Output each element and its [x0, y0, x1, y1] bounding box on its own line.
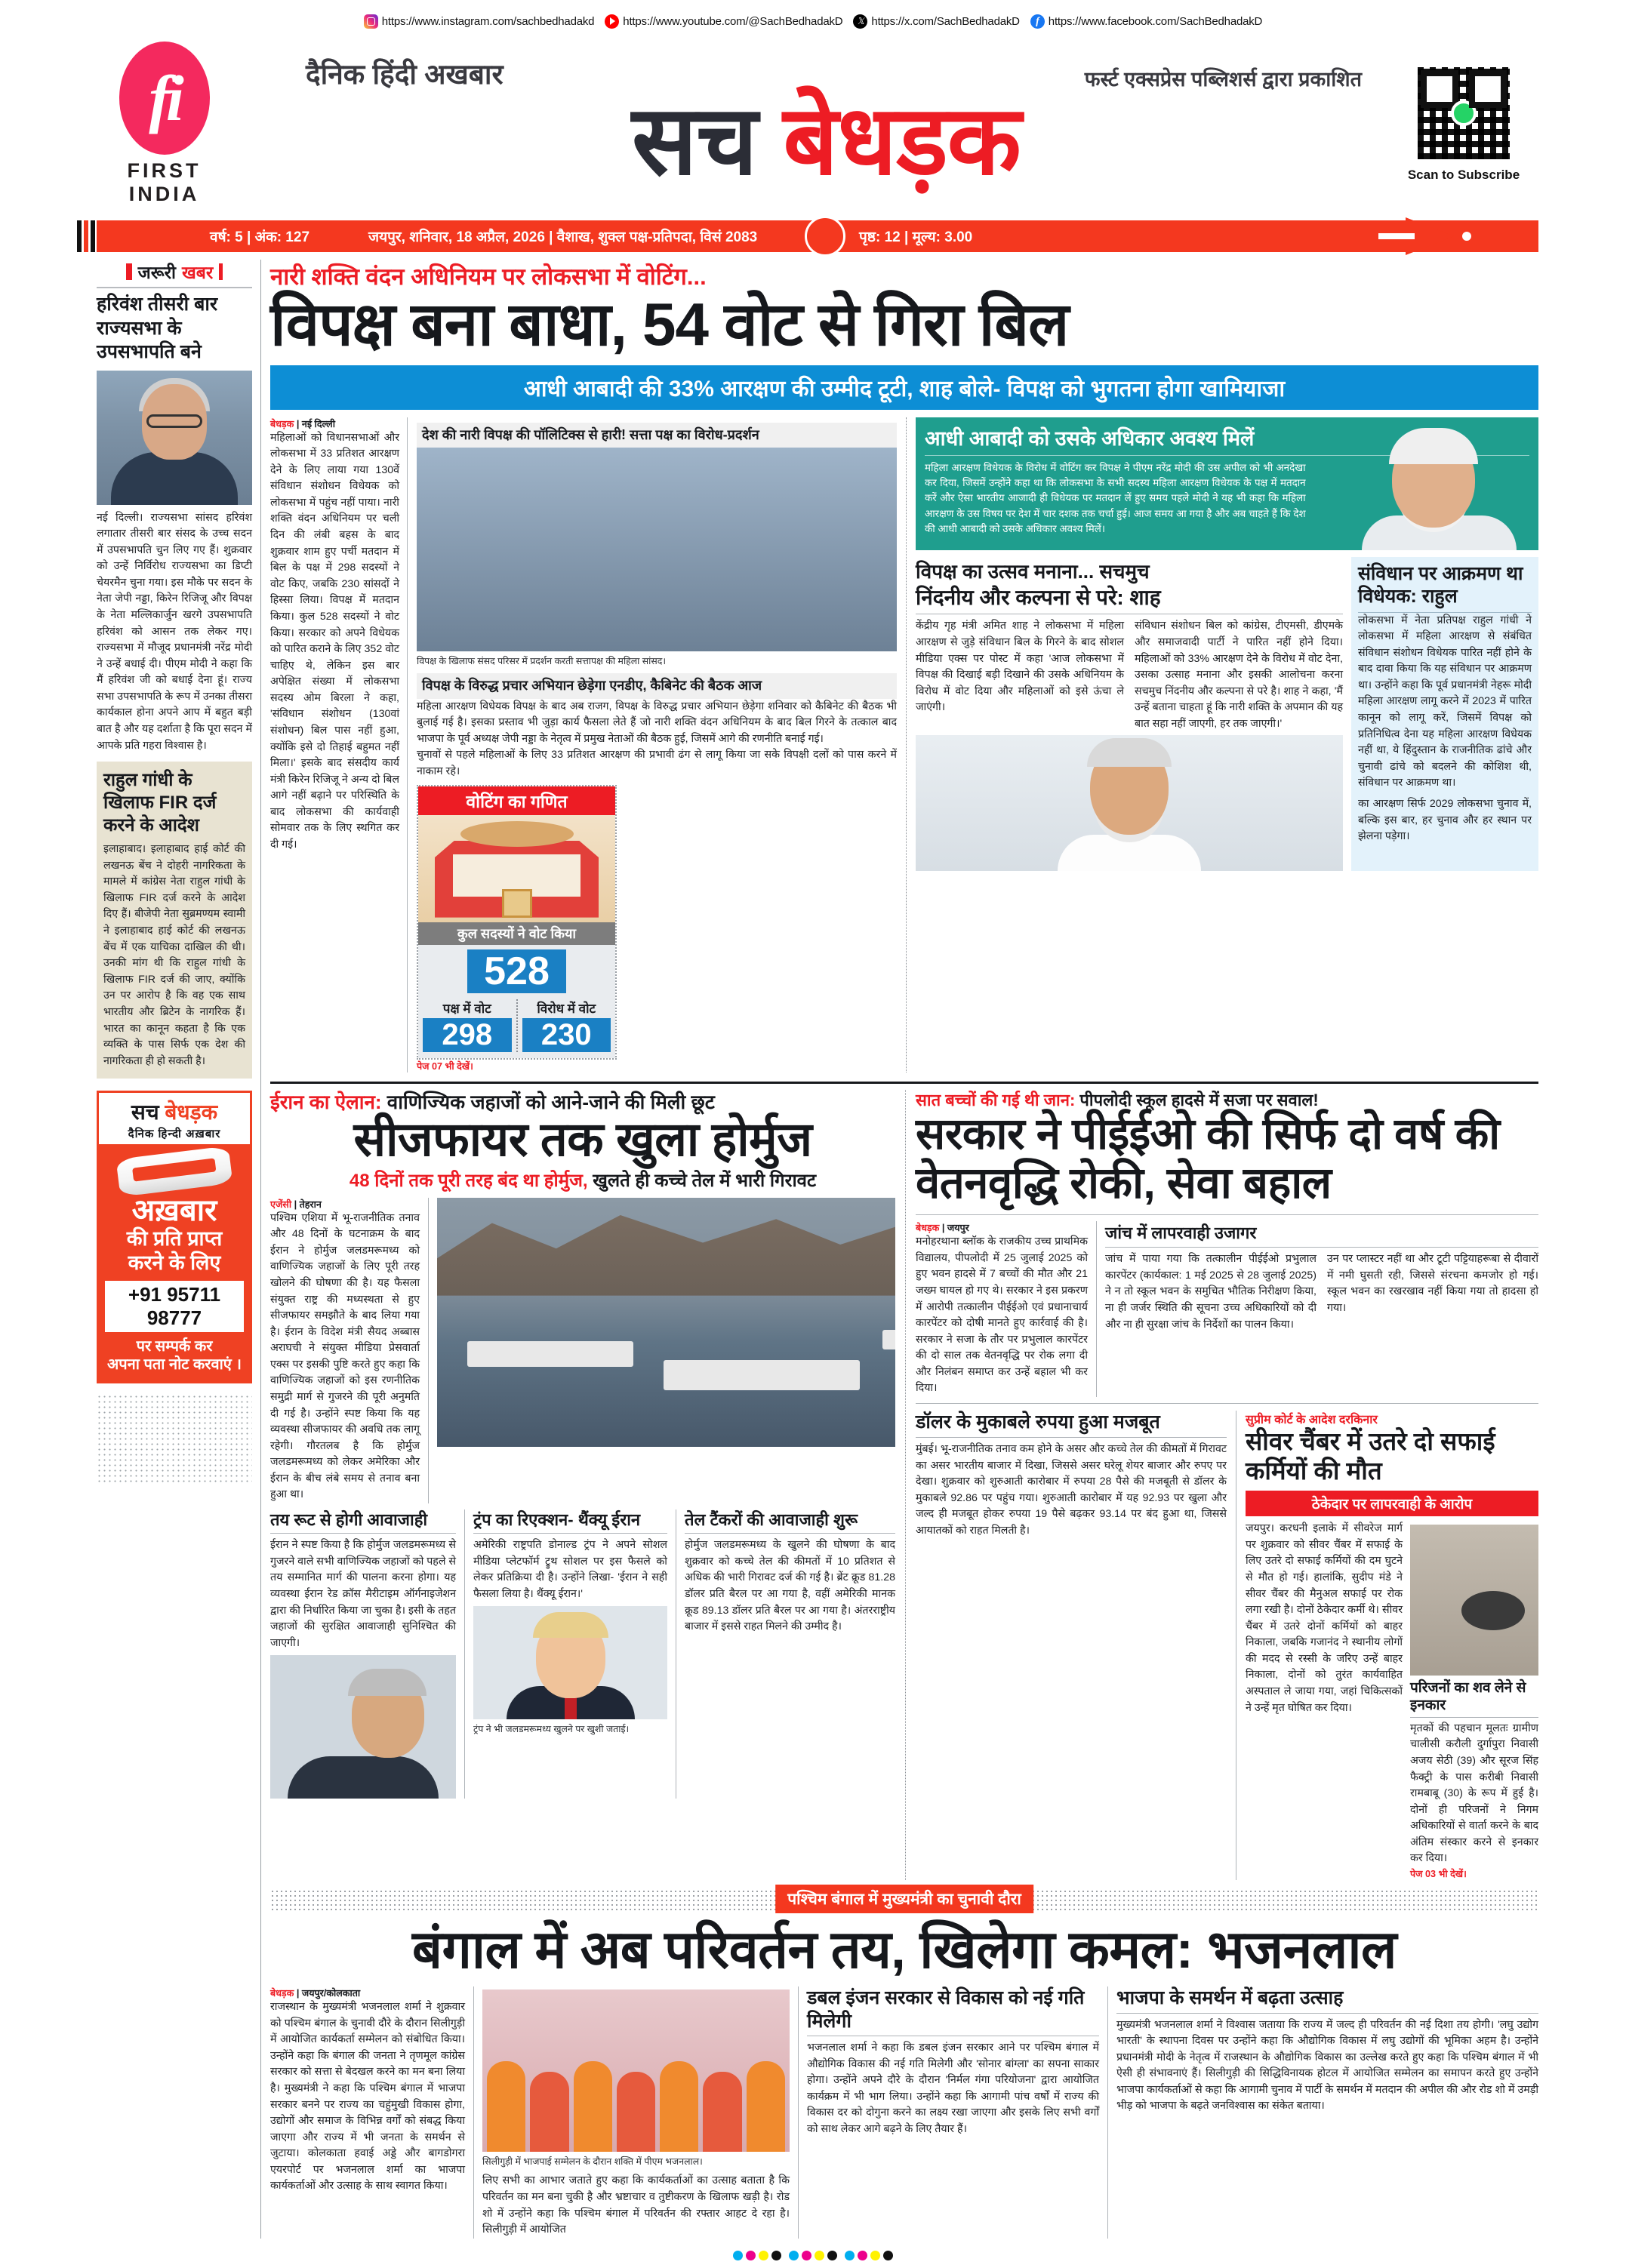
social-link-youtube[interactable] — [605, 14, 842, 29]
hormuz-card1-body: ईरान ने स्पष्ट किया है कि होर्मुज जलडमरूमध्य से गुजरने वाले सभी वाणिज्यिक जहाजों को पहले से तय सम्मानित मार्ग की पालना करना होगा। यह व्यवस्था ईरान रेड क्रॉस मैरीटाइम ऑर्गनाइजेशन द्वारा की निर्धारित किया जा चुका है। इसी के तहत जहाजों की सुरक्षित आवाजाही सुनिश्चित की जाएगी। — [270, 1539, 456, 1649]
title-part-sach: सच — [632, 87, 784, 195]
ad-brand-black: सच — [131, 1100, 165, 1125]
title-part-bedhadak: बेधड़क — [783, 87, 1021, 195]
sidebar-dot-filler — [97, 1394, 252, 1485]
shah-kicker: विपक्ष का उत्सव मनाना... सचमुच — [916, 559, 1150, 583]
modi-hair — [1389, 428, 1478, 464]
ad-brand-red: बेधड़क — [165, 1100, 218, 1125]
tag-bar-icon-2 — [219, 263, 223, 280]
magenta-dot-icon — [746, 2251, 756, 2260]
modi-box-headline[interactable]: आधी आबादी को उसके अधिकार अवश्य मिलें — [925, 423, 1529, 456]
nda-subhead[interactable]: विपक्ष के विरुद्ध प्रचार अभियान छेड़ेगा एनडीए, कैबिनेट की बैठक आज — [417, 673, 897, 698]
bengal-tag: पश्चिम बंगाल में मुख्यमंत्री का चुनावी दौरा — [775, 1885, 1033, 1913]
peeo-sub-body-2: उन पर प्लास्टर नहीं था और टूटी पट्टियाहरूबा से दीवारों में नमी घुसती रही, जिससे संरचना कमजोर हो गई। स्कूल भवन का रखरखाव नहीं किया गया तो हादसा हो गया। — [1327, 1253, 1538, 1314]
lead-kicker: नारी शक्ति वंदन अधिनियम पर लोकसभा में वोटिंग... — [270, 263, 707, 290]
date-bar-wrapper — [0, 217, 1626, 260]
fi-monogram: fi — [149, 62, 180, 134]
hormuz-card-tankers — [676, 1509, 895, 1799]
hormuz-photo-col — [429, 1198, 895, 1503]
sewer-band: ठेकेदार पर लापरवाही के आरोप — [1246, 1491, 1538, 1516]
bengal-body: राजस्थान के मुख्यमंत्री भजनलाल शर्मा ने शुक्रवार को पश्चिम बंगाल के चुनावी दौरे के दौरान सिलीगुड़ी में आयोजित कार्यकर्ता सम्मेलन को संबोधित किया। उन्होंने कहा कि बंगाल की जनता ने तृणमूल कांग्रेस सरकार को सत्ता से बेदखल करने का मन बना लिया है। मुख्यमंत्री ने कहा कि पश्चिम बंगाल में भाजपा सरकार बनने पर राज्य का चहुंमुखी विकास होगा, उद्योगों और समाज के विभिन्न वर्गों को संबद्ध किया जाएगा और राज्य में भी जनता के समर्थन से जुटाया। कोलकाता हवाई अड्डे और बागडोगरा एयरपोर्ट पर भजनलाल शर्मा का भाजपा कार्यकर्ताओं और उत्साह के साथ स्वागत किया। — [270, 2001, 465, 2193]
iran-body — [288, 1756, 439, 1799]
votes-divider — [516, 999, 518, 1052]
masthead-title-block — [230, 54, 1392, 193]
sewer-body: जयपुर। करधनी इलाके में सीवरेज मार्ग पर शुक्रवार को सीवर चैंबर में सफाई के लिए उतरे दो सफाई कर्मियों की दम घुटने से मौत हो गई। हालांकि, सुदीप मंडे ने सीवर चैंबर की मैनुअल सफाई पर रोक लगा रखी है। दोनों ठेकेदार कर्मी थे। सीवर चैंबर में उतरे दोनों कर्मियों को बाहर निकाला, जबकि गजानंद ने स्थानीय लोगों की मदद से रस्सी के जरिए उन्हें बाहर निकाला, दोनों को तुरंत कार्यवाहित अस्पताल ले जाया गया, जहां चिकित्सकों ने उन्हें मृत घोषित कर दिया। — [1246, 1522, 1403, 1714]
fir-story-box — [97, 762, 252, 1079]
voting-math-graphic — [417, 785, 617, 1060]
manhole-shape — [1461, 1591, 1525, 1630]
peeo-kicker-rest: पीपलोदी स्कूल हादसे में सजा पर सवाल! — [1075, 1090, 1319, 1109]
peeo-headline[interactable]: सरकार ने पीईईओ की सिर्फ दो वर्ष की वेतनवृद्धि रोकी, सेवा बहाल — [916, 1109, 1500, 1208]
instagram-icon — [364, 14, 378, 29]
sewer-story — [1236, 1411, 1538, 1880]
harivansh-portrait-photo — [97, 371, 252, 505]
bengal-photo-col — [474, 1986, 799, 2239]
peeo-sub-body: जांच में पाया गया कि तत्कालीन पीईईओ प्रभुलाल कारपेंटर (कार्यकाल: 1 मई 2025 से 28 जुलाई 2025) ने न तो स्कूल भवन के समुचित भौतिक निरीक्षण किया, ना ही जर्जर स्थिति की सूचना उच्च अधिकारियों को दी और ना ही सुरक्षा जांच के निर्देशों का पालन किया। — [1105, 1253, 1317, 1331]
pen-nib-dot-icon — [1460, 229, 1474, 243]
trump-photo — [473, 1606, 667, 1719]
ship-shape-2 — [664, 1360, 860, 1390]
lead-text-column — [270, 417, 408, 1072]
shah-body-columns — [916, 618, 1343, 732]
bengal-rally-photo — [482, 1990, 790, 2152]
logo-line-india: INDIA — [128, 183, 200, 205]
bengal-byline-city: | जयपुर/कोलकाता — [296, 1988, 361, 1999]
lead-three-column-row — [270, 417, 1538, 1072]
ad-line-3: करने के लिए — [128, 1251, 221, 1275]
peeo-byline — [916, 1221, 1088, 1234]
tag-label-black: जरूरी — [137, 263, 176, 282]
hormuz-story — [270, 1090, 906, 1880]
parliament-building-illustration — [418, 815, 615, 922]
section-divider-1 — [270, 1082, 1538, 1084]
volume-issue: वर्ष: 5 | अंक: 127 — [210, 229, 310, 245]
hormuz-headline[interactable]: सीजफायर तक खुला होर्मुज — [353, 1113, 812, 1167]
bengal-columns — [270, 1986, 1538, 2239]
parliament-entrance — [502, 889, 532, 918]
dollar-headline[interactable]: डॉलर के मुकाबले रुपया हुआ मजबूत — [916, 1411, 1227, 1438]
hormuz-sub-red: 48 दिनों तक पूरी तरह बंद था होर्मुज, — [349, 1170, 588, 1191]
peeo-divider-2 — [916, 1403, 1538, 1404]
black-dot-icon — [771, 2251, 781, 2260]
bengal-photo-caption: सिलीगुड़ी में भाजपाई सम्मेलन के दौरान शक्ति में पीएम भजनलाल। — [482, 2156, 703, 2168]
ship-shape-3 — [882, 1330, 895, 1349]
cyan-dot-icon — [733, 2251, 743, 2260]
color-group-left — [733, 2251, 781, 2260]
bengal-card-2 — [1108, 1986, 1538, 2239]
sidebar-section-tag — [97, 260, 252, 288]
yellow-dot-icon — [759, 2251, 768, 2260]
byline-city: | नई दिल्ली — [296, 418, 335, 429]
byline-source: बेधड़क — [270, 418, 294, 429]
bar-marks-icon — [77, 220, 95, 252]
shah-body-col1: केंद्रीय गृह मंत्री अमित शाह ने लोकसभा में महिला आरक्षण से जुड़े संविधान बिल के गिरने के बाद सोशल मीडिया एक्स पर पोस्ट में कहा 'आज लोकसभा में विपक्ष की दिखाई बड़ी दिखाने की उसके अधिनियम के विरोध में वोट दिया और महिलाओं को इसे ऊंचा ले जाएंगी। — [916, 620, 1124, 714]
social-link-instagram[interactable] — [364, 14, 595, 29]
peeo-kicker — [916, 1090, 1538, 1111]
hormuz-sub-rest: खुलते ही कच्चे तेल में भारी गिरावट — [587, 1170, 817, 1191]
bengal-section — [270, 1889, 1538, 2239]
hormuz-byline — [270, 1198, 420, 1211]
hormuz-byline-city: | तेहरान — [294, 1199, 322, 1210]
dollar-story — [916, 1411, 1236, 1880]
bengal-byline — [270, 1986, 465, 1999]
page-grid — [0, 260, 1626, 2239]
magenta-dot-icon-3 — [858, 2251, 867, 2260]
photo-backdrop — [417, 448, 897, 651]
votes-against-label: विरोध में वोट — [537, 1001, 596, 1016]
rahul-body: लोकसभा में नेता प्रतिपक्ष राहुल गांधी ने लोकसभा में महिला आरक्षण से संबंधित संविधान संशोधन विधेयक पारित नहीं होने के बाद दावा किया कि यह संविधान पर आक्रमण था। उन्होंने कहा कि पूर्व प्रधानमंत्री नेहरू मोदी महिला आरक्षण लागू करने में 2023 में पारित कानून को लागू करें, जिसमें विपक्ष को प्रतिनिधित्व देना यह महिला आरक्षण विधेयक नहीं था, ये हिंदुस्तान के राजनीतिक ढांचे और चुनावी ढांचे को बदलने की कोशिश थी, संविधान पर आक्रमण था। — [1358, 614, 1532, 789]
rahul-headline[interactable]: संविधान पर आक्रमण था विधेयक: राहुल — [1358, 562, 1532, 613]
sewer-content-row — [1246, 1521, 1538, 1880]
peeo-story — [906, 1090, 1538, 1880]
youtube-icon — [605, 14, 619, 29]
ad-line-4: पर सम्पर्क कर — [136, 1338, 213, 1356]
youtube-url: https://www.youtube.com/@SachBedhadakD — [623, 14, 843, 28]
hormuz-byline-source: एजेंसी — [270, 1199, 292, 1210]
whatsapp-icon — [1451, 100, 1477, 126]
family-refusal-body: मृतकों की पहचान मूलतः ग्रामीण चालीसी करौली दुर्गापुरा निवासी अजय सेठी (39) और सूरज सिंह फैक्ट्री के पास करीबी निवासी रामबाबू (30) के रूप में हुई है। दोनों ही परिजनों ने निगम अधिकारियों से वार्ता करने के बाद अंतिम संस्कार करने से इनकार कर दिया। — [1410, 1722, 1538, 1865]
color-group-center — [789, 2251, 837, 2260]
bengal-card1-title[interactable]: डबल इंजन सरकार से विकास को नई गति मिलेगी — [807, 1986, 1099, 2036]
hormuz-kicker-red: ईरान का ऐलान: — [270, 1090, 382, 1113]
facebook-icon: f — [1030, 14, 1045, 29]
rahul-note: का आरक्षण सिर्फ 2029 लोकसभा चुनाव में, बल्कि इस बार, हर चुनाव और हर स्थान पर झेलना पड़ेगा। — [1358, 797, 1532, 843]
ad-brand-title — [99, 1097, 250, 1126]
fi-logo-mark — [119, 42, 210, 155]
lead-page-ref[interactable]: पेज 07 भी देखें। — [417, 1060, 473, 1072]
tag-bar-icon — [126, 263, 132, 280]
modi-portrait — [1345, 422, 1534, 550]
dollar-sewer-row — [916, 1411, 1538, 1880]
yellow-dot-icon-3 — [870, 2251, 880, 2260]
hormuz-body: पश्चिम एशिया में भू-राजनीतिक तनाव और 48 दिनों के घटनाक्रम के बाद ईरान ने होर्मुज जलडमरूमध्य को वाणिज्यिक जहाजों के लिए पूरी तरह खोलने की घोषणा की है। यह फैसला संयुक्त राष्ट्र की मध्यस्थता से हुए सीजफायर समझौते के बाद लिया गया है। ईरान के विदेश मंत्री सैयद अब्बास अराघची ने संयुक्त मीडिया प्रेसवार्ता एक्स पर इसकी पुष्टि करते हुए कहा कि वाणिज्यिक जहाजों को इस रणनीतिक समुद्री मार्ग से गुजरने की पूरी अनुमति दी गई है। उन्होंने स्पष्ट किया कि यह व्यवस्था सीजफायर की अवधि तक लागू रहेगी। गौरतलब है कि होर्मुज जलडमरूमध्य को लेकर अमेरिका और ईरान के बीच लंबे समय से तनाव बना हुआ था। — [270, 1211, 420, 1501]
tagline-right: फर्स्ट एक्सप्रेस पब्लिशर्स द्वारा प्रकाशित — [1084, 68, 1362, 91]
x-url: https://x.com/SachBedhadakD — [871, 14, 1020, 28]
magenta-dot-icon-2 — [802, 2251, 811, 2260]
ad-line-2: की प्रति प्राप्त — [126, 1227, 223, 1251]
lead-photo-caption: विपक्ष के खिलाफ संसद परिसर में प्रदर्शन करती सत्तापक्ष की महिला सांसद। — [417, 655, 667, 666]
lead-subhead-band: आधी आबादी की 33% आरक्षण की उम्मीद टूटी, शाह बोले- विपक्ष को भुगतना होगा खामियाजा — [270, 365, 1538, 410]
hormuz-body-row — [270, 1198, 895, 1503]
sewer-photo-col — [1410, 1521, 1538, 1880]
voting-total-value: 528 — [467, 949, 566, 993]
shah-hair — [1087, 738, 1172, 767]
color-registration-bar — [0, 2239, 1626, 2268]
sewer-kicker: सुप्रीम कोर्ट के आदेश दरकिनार — [1246, 1414, 1378, 1427]
hormuz-kicker-rest: वाणिज्यिक जहाजों को आने-जाने की मिली छूट — [381, 1090, 715, 1113]
left-sidebar — [97, 260, 261, 2239]
sewer-page-ref[interactable]: पेज 03 भी देखें। — [1410, 1869, 1467, 1880]
amit-shah-photo — [916, 735, 1343, 871]
votes-against-value: 230 — [522, 1018, 611, 1052]
votes-for-value: 298 — [423, 1018, 512, 1052]
main-column — [261, 260, 1538, 2239]
ad-body — [99, 1146, 250, 1381]
crowd-shapes — [482, 2061, 790, 2152]
peeo-byline-city: | जयपुर — [941, 1223, 969, 1234]
hormuz-card1-title[interactable]: तय रूट से होगी आवाजाही — [270, 1509, 456, 1534]
x-twitter-icon: 𝕏 — [853, 14, 867, 29]
fir-body: इलाहाबाद। इलाहाबाद हाई कोर्ट की लखनऊ बेंच ने दोहरी नागरिकता के मामले में कांग्रेस नेता राहुल गांधी के खिलाफ FIR दर्ज करने के आदेश दिए हैं। बीजेपी नेता सुब्रमण्यम स्वामी ने इलाहाबाद हाई कोर्ट की लखनऊ बेंच में एक याचिका दाखिल की थी। उनकी मांग थी कि राहुल गांधी के खिलाफ FIR दर्ज की जाए, क्योंकि उन पर आरोप है कि वह एक साथ भारतीय और ब्रिटेन के नागरिक हैं। भारत का कानून कहता है कि एक व्यक्ति के पास सिर्फ एक देश की नागरिकता ही हो सकती है। — [103, 843, 245, 1067]
shah-body-col2: संविधान संशोधन बिल को कांग्रेस, टीएमसी, डीएमके और समाजवादी पार्टी ने पारित नहीं होने दिया। महिलाओं को 33% आरक्षण देने के विरोध में वोट देना, उसका उत्साह मनाना और इसकी आलोचना करना सचमुच निंदनीय और कल्पना से परे है। शाह ने कहा, 'मैं उन्हें बताना चाहता हूं कि नारी शक्ति के अपमान की यह बात सहा नहीं जाएगी, हर तक जाएगी।' — [1135, 620, 1343, 730]
rahul-story — [1351, 557, 1538, 872]
peeo-kicker-red: सात बच्चों की गई थी जान: — [916, 1090, 1076, 1109]
sewer-scene-photo — [1410, 1525, 1538, 1676]
lead-headline[interactable]: विपक्ष बना बाधा, 54 वोट से गिरा बिल — [270, 291, 1069, 359]
tag-label-red: खबर — [181, 263, 214, 282]
dollar-body: मुंबई। भू-राजनीतिक तनाव कम होने के असर और कच्चे तेल की कीमतों में गिरावट का असर भारतीय बाजार में दिखा, जिससे असर घरेलू शेयर बाजार और रुपए पर देखा। शुक्रवार को शुरुआती कारोबार में रुपया 28 पैसे की मजबूती से डॉलर के मुकाबले 92.86 पर पहुंच गया। शुरुआती कारोबार में यह 92.93 पर खुला और जल्द ही मजबूत होकर रुपया 19 पैसे बढ़कर 93.14 पर बंद हुआ था, जिससे आयातकों को राहत मिलती है। — [916, 1443, 1227, 1537]
hormuz-card3-body: होर्मुज जलडमरूमध्य के खुलने की घोषणा के बाद शुक्रवार को कच्चे तेल की कीमतों में 10 प्रतिशत से अधिक की भारी गिरावट दर्ज की गई है। ब्रेंट क्रूड 81.28 डॉलर प्रति बैरल पर आ गया है, वहीं अमेरिकी मानक क्रूड 89.13 डॉलर प्रति बैरल पर आ गया है। अंतरराष्ट्रीय बाजार में इससे राहत मिलने की उम्मीद है। — [685, 1539, 895, 1633]
hormuz-card2-body: अमेरिकी राष्ट्रपति डोनाल्ड ट्रंप ने अपने सोशल मीडिया प्लेटफॉर्म ट्रुथ सोशल पर इस फैसले को लेकर प्रतिक्रिया दी है। उन्होंने लिखा- 'ईरान ने सही फैसला लिया है। थैंक्यू ईरान।' — [473, 1539, 667, 1601]
social-link-facebook[interactable] — [1030, 14, 1262, 29]
sidebar-lead-headline[interactable]: हरिवंश तीसरी बार राज्यसभा के उपसभापति बने — [97, 294, 218, 362]
pen-nib-icon — [1363, 220, 1454, 252]
peeo-sub-title[interactable]: जांच में लापरवाही उजागर — [1105, 1221, 1538, 1248]
iran-minister-photo — [270, 1655, 456, 1799]
shah-rahul-row — [916, 557, 1538, 872]
black-dot-icon-2 — [827, 2251, 837, 2260]
trump-caption: ट्रंप ने भी जलडमरूमध्य खुलने पर खुशी जताई। — [473, 1723, 630, 1734]
ad-line-1: अख़बार — [131, 1194, 217, 1228]
first-india-logo — [98, 42, 230, 206]
fir-headline[interactable]: राहुल गांधी के खिलाफ FIR दर्ज करने के आदेश — [103, 770, 217, 836]
lead-photo-column — [408, 417, 906, 1072]
bengal-card2-title[interactable]: भाजपा के समर्थन में बढ़ता उत्साह — [1116, 1986, 1538, 2014]
bengal-dot-band — [270, 1889, 1538, 1910]
shah-story — [916, 557, 1351, 872]
bengal-headline[interactable]: बंगाल में अब परिवर्तन तय, खिलेगा कमल: भजनलाल — [412, 1920, 1397, 1980]
hormuz-card2-title[interactable]: ट्रंप का रिएक्शन- थैंक्यू ईरान — [473, 1509, 667, 1534]
pages-price: पृष्ठ: 12 | मूल्य: 3.00 — [859, 229, 973, 245]
bengal-text-col — [270, 1986, 474, 2239]
social-link-x[interactable] — [853, 14, 1019, 29]
sidebar-lead-body: नई दिल्ली। राज्यसभा सांसद हरिवंश लगातार तीसरी बार संसद के उच्च सदन में उपसभापति चुन लिए गए हैं। शुक्रवार को उन्हें निर्विरोध राज्यसभा का डिप्टी चेयरमैन चुना गया। इस मौके पर सदन के नेता जेपी नड्डा, किरेन रिजिजू और विपक्ष के नेता मल्लिकार्जुन खरगे उपसभापति हरिवंश को आसन तक लेकर गए। राज्यसभा में मौजूद प्रधानमंत्री नरेंद्र मोदी ने उन्हें बधाई दी। पीएम मोदी ने कहा कि मैं हरिवंश जी को बधाई देना हूं। राज्य सभा उपसभापति के रूप में उनका तीसरा कार्यकाल होना अपने आप में बहुत बड़ी बात है और यह दर्शाता है कि पूरा सदन में आपके प्रति गहरा विश्वास है। — [97, 511, 252, 752]
parliament-dome — [460, 821, 574, 847]
newspaper-title — [260, 89, 1392, 193]
lead-body-text: महिलाओं को विधानसभाओं और लोकसभा में 33 प्रतिशत आरक्षण देने के लिए लाया गया 130वें संविधान संशोधन विधेयक को लोकसभा में पहुंच नहीं पाया। नारी शक्ति वंदन अधिनियम पर चली दिन की लंबी बहस के बाद शुक्रवार शाम हुए पर्ची मतदान में बिल के पक्ष में 298 सदस्यों ने वोट किए, जबकि 230 सांसदों ने हिस्सा लिया। विपक्ष में मतदान किया। कुल 528 सदस्यों ने वोट किया। सरकार को अपने विधेयक को पारित कराने के लिए 352 वोट चाहिए थे, लेकिन इस बार अपेक्षित संख्या में लोकसभा सदस्य ओम बिरला ने कहा, 'संविधान संशोधन (130वां संशोधन) बिल पास नहीं हुआ, क्योंकि इसे दो तिहाई बहुमत नहीं मिला।' इसके बाद संसदीय कार्य मंत्री किरेन रिजिजू ने अन्य दो बिल आगे नहीं बढ़ाने पर परिस्थिति के बाद लोकसभा की कार्यवाही सोमवार तक के लिए स्थगित कर दी गई। — [270, 431, 399, 851]
sewer-headline[interactable]: सीवर चैंबर में उतरे दो सफाई कर्मियों की मौत — [1246, 1427, 1495, 1485]
qr-caption: Scan to Subscribe — [1407, 168, 1520, 182]
family-refusal-block — [1410, 1680, 1538, 1880]
date-bar — [97, 220, 1538, 252]
qr-code-icon[interactable] — [1415, 65, 1512, 162]
bengal-card1-body: भजनलाल शर्मा ने कहा कि डबल इंजन सरकार आने पर पश्चिम बंगाल में औद्योगिक विकास की नई गति मिलेगी और 'सोनार बांग्ला' का सपना साकार होगा। उन्होंने अपने दौरे के दौरान 'निर्मल गंगा परियोजना' द्वारा आयोजित कार्यक्रम में भी भाग लिया। उन्होंने कहा कि आगामी पांच वर्षों में राज्य की विकास दर को दोगुना करने का लक्ष्य रखा जाएगा और इसके लिए सभी वर्गों को साथ लेकर आगे बढ़ने के लिए तैयार हैं। — [807, 2042, 1099, 2135]
voting-total-label: कुल सदस्यों ने वोट किया — [418, 922, 615, 945]
decor-circle-icon — [805, 216, 845, 257]
rolled-newspaper-icon — [116, 1146, 233, 1197]
bengal-card2-body: मुख्यमंत्री भजनलाल शर्मा ने विश्वास जताया कि राज्य में जल्द ही परिवर्तन की नई दिशा तय होगी। 'लघु उद्योग भारती' के स्थापना दिवस पर उन्होंने कहा कि औद्योगिक विकास में लघु उद्योगों की भूमिका अहम है। उन्होंने प्रधानमंत्री मोदी के नेतृत्व में राजस्थान के औद्योगिक विकास का उल्लेख करते हुए कहा कि पश्चिम बंगाल में भी ऐसी ही संभावनाएं हैं। सिलीगुड़ी की सिद्धिविनायक होटल में आयोजित सम्मेलन का समापन करते हुए उन्होंने भाजपा कार्यकर्ताओं से कहा कि आगामी चुनाव में पार्टी के समर्थन में मतदान की अपील की और रोड शो में उमड़ी भीड़ को भाजपा के बढ़ते जनविश्वास का संकेत बताया। — [1116, 2018, 1538, 2113]
instagram-url: https://www.instagram.com/sachbedhadakd — [381, 14, 595, 28]
cyan-dot-icon-3 — [845, 2251, 855, 2260]
peeo-text-col — [916, 1221, 1097, 1397]
lead-byline — [270, 417, 399, 430]
hormuz-cards-row — [270, 1509, 895, 1799]
bengal-card-1 — [799, 1986, 1108, 2239]
peeo-divider — [916, 1214, 1538, 1215]
nda-body-2: चुनावों से पहले महिलाओं के लिए 33 प्रतिशत आरक्षण की प्रभावी ढंग से लागू किया जा सके विपक्षी दलों को पास करने में नाकाम रहे। — [417, 749, 897, 778]
peeo-sub-col — [1097, 1221, 1538, 1397]
voting-split-row — [418, 999, 615, 1058]
nda-body: महिला आरक्षण विधेयक विपक्ष के बाद अब राजग, विपक्ष के विरुद्ध प्रचार अभियान छेड़ेगा शनिवार को कैबिनेट की बैठक भी बुलाई गई है। इसका प्रस्ताव भी जुड़ा कार्य फैसला लेते हैं जो नारी शक्ति वंदन अधिनियम के बाद बिल गिरने के तत्काल बाद भाजपा के पूर्व अध्यक्ष जेपी नड्डा के नेतृत्व में प्रमुख नेताओं की बैठक हुई, जिसमें आगे की रणनीति बनाई गई। — [417, 700, 897, 745]
qr-subscribe-block[interactable] — [1392, 65, 1535, 183]
portrait-glasses — [146, 414, 202, 428]
ad-line-5: अपना पता नोट करवाएं । — [107, 1356, 242, 1374]
modi-quote-box — [916, 417, 1538, 550]
lead-photo-kicker: देश की नारी विपक्ष की पॉलिटिक्स से हारी! सत्ता पक्ष का विरोध-प्रदर्शन — [417, 423, 897, 448]
iran-hair — [348, 1669, 427, 1696]
social-links-strip — [0, 0, 1626, 29]
section-two — [270, 1090, 1538, 1880]
shah-headline[interactable]: निंदनीय और कल्पना से परे: शाह — [916, 585, 1343, 615]
mountain-shape — [437, 1198, 895, 1296]
hormuz-subhead — [270, 1170, 895, 1192]
hormuz-strait-photo — [437, 1198, 895, 1447]
peeo-sub-columns — [1105, 1251, 1538, 1333]
sewer-text-col — [1246, 1521, 1403, 1880]
cyan-dot-icon-2 — [789, 2251, 799, 2260]
peeo-body-row — [916, 1221, 1538, 1397]
ship-shape-1 — [467, 1341, 633, 1367]
portrait-body — [111, 452, 238, 505]
yellow-dot-icon-2 — [815, 2251, 824, 2260]
family-refusal-title[interactable]: परिजनों का शव लेने से इनकार — [1410, 1680, 1538, 1718]
voting-graphic-title: वोटिंग का गणित — [418, 786, 615, 815]
votes-against — [522, 999, 611, 1052]
ad-phone-number[interactable]: +91 95711 98777 — [105, 1281, 244, 1332]
protest-rally-photo — [417, 448, 897, 651]
lead-right-column — [906, 417, 1538, 1072]
hormuz-card3-title[interactable]: तेल टैंकरों की आवाजाही शुरू — [685, 1509, 895, 1534]
peeo-byline-source: बेधड़क — [916, 1223, 940, 1234]
bengal-body-col2: लिए सभी का आभार जताते हुए कहा कि कार्यकर्ताओं का उत्साह बताता है कि परिवर्तन का मन बना चुकी है और भ्रष्टाचार व तुष्टीकरण के खिलाफ खड़ी है। रोड शो में उन्होंने कहा कि पश्चिम बंगाल में परिवर्तन की रफ्तार आहट दे रहा है। सिलीगुड़ी में आयोजित — [482, 2174, 790, 2236]
tagline-left: दैनिक हिंदी अखबार — [306, 59, 504, 91]
trump-hair — [533, 1612, 608, 1638]
bengal-byline-source: बेधड़क — [270, 1988, 294, 1999]
color-group-right — [845, 2251, 893, 2260]
logo-line-first: FIRST — [127, 159, 202, 182]
hormuz-text-col — [270, 1198, 429, 1503]
hormuz-card-route — [270, 1509, 465, 1799]
ad-brand-header — [99, 1093, 250, 1146]
ad-brand-sub: दैनिक हिन्दी अख़बार — [128, 1128, 221, 1141]
subscription-ad[interactable] — [97, 1091, 252, 1383]
facebook-url: https://www.facebook.com/SachBedhadakD — [1048, 14, 1263, 28]
votes-for — [423, 999, 512, 1052]
voting-total-row — [418, 945, 615, 999]
hormuz-card-trump — [465, 1509, 676, 1799]
modi-box-body: महिला आरक्षण विधेयक के विरोध में वोटिंग कर विपक्ष ने पीएम नरेंद्र मोदी की उस अपील को भी अनदेखा कर दिया, जिसमें उन्होंने कहा था कि लोकसभा के सभी सदस्य महिला आरक्षण विधेयक के पक्ष में मतदान करें और ऐसा भारतीय आजादी ही विधेयक पर मतदान लें हुए समय पहले मोदी ने यह भी कहा कि महिला आरक्षण के उस विषय पर देश में चार दशक तक चर्चा हुई। आज समय आ गया है और अब चाहते हैं कि देश की आधी आबादी को उसके अधिकार अवश्य मिलें। — [925, 461, 1306, 535]
peeo-body: मनोहरथाना ब्लॉक के राजकीय उच्च प्राथमिक विद्यालय, पीपलोदी में 25 जुलाई 2025 को हुए भवन हादसे में 7 बच्चों की मौत और 21 जख्म घायल हो गए थे। सरकार ने इस प्रकरण में आरोपी तत्कालीन पीईईओ एवं प्रधानाचार्य कारपेंटर को दोषी मानते हुए कार्रवाई की है। सरकार ने सजा के तौर पर प्रभुलाल कारपेंटर की दो साल तक वेतनवृद्धि पर रोक लगा दी और निलंबन समाप्त कर उन्हें बहाल भी कर दिया। — [916, 1236, 1088, 1395]
votes-for-label: पक्ष में वोट — [442, 1001, 491, 1016]
masthead — [0, 29, 1626, 217]
hormuz-kicker — [270, 1090, 895, 1115]
publication-date: जयपुर, शनिवार, 18 अप्रैल, 2026 | वैशाख, शुक्ल पक्ष-प्रतिपदा, विसं 2083 — [368, 229, 758, 245]
black-dot-icon-3 — [883, 2251, 893, 2260]
